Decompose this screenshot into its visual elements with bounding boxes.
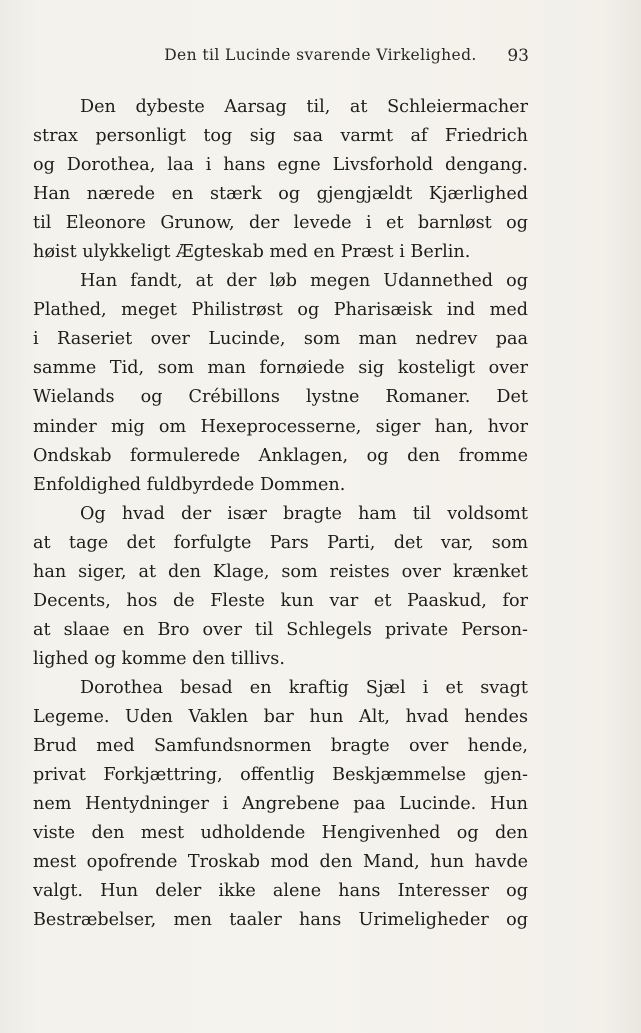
text-line: Den dybeste Aarsag til, at Schleiermacher [80, 97, 528, 117]
text-line: Han fandt, at der løb megen Udannethed og [80, 271, 528, 292]
text-line: Han nærede en stærk og gjengjældt Kjærlighed [33, 184, 528, 205]
text-line: Bestræbelser, men taaler hans Urimeligheder og [33, 910, 528, 931]
text-line: Enfoldighed fuldbyrdede Dommen. [33, 474, 346, 495]
text-line: valgt. Hun deler ikke alene hans Interesser og [33, 881, 528, 902]
text-line: strax personligt tog sig saa varmt af Friedrich [33, 126, 528, 147]
text-line: i Raseriet over Lucinde, som man nedrev paa [33, 329, 528, 350]
text-line: at slaae en Bro over til Schlegels private Person- [33, 619, 528, 640]
text-line: lighed og komme den tillivs. [33, 648, 285, 669]
text-line: nem Hentydninger i Angrebene paa Lucinde. Hun [33, 794, 528, 815]
text-line: mest opofrende Troskab mod den Mand, hun havde [33, 852, 528, 873]
running-title: Den til Lucinde svarende Virkelighed. [164, 46, 477, 64]
text-line: Wielands og Crébillons lystne Romaner. Det [33, 387, 528, 408]
text-line: at tage det forfulgte Pars Parti, det var, som [33, 532, 528, 553]
page-number: 93 [507, 46, 529, 66]
body-text [33, 93, 528, 935]
text-line: høist ulykkeligt Ægteskab med en Præst i Berlin. [33, 242, 471, 263]
text-line: Og hvad der især bragte ham til voldsomt [80, 503, 528, 524]
text-line: privat Forkjættring, offentlig Beskjæmmelse gjen- [33, 765, 528, 786]
text-line: Ondskab formulerede Anklagen, og den fromme [33, 445, 528, 466]
text-line: viste den mest udholdende Hengivenhed og den [33, 823, 528, 844]
text-line: samme Tid, som man fornøiede sig kosteligt over [33, 358, 528, 379]
text-line: han siger, at den Klage, som reistes over krænket [33, 561, 528, 582]
text-line: og Dorothea, laa i hans egne Livsforhold dengang. [33, 155, 528, 176]
text-line: Plathed, meget Philistrøst og Pharisæisk ind med [33, 300, 528, 321]
text-line: Decents, hos de Fleste kun var et Paaskud, for [33, 590, 528, 611]
text-line: Brud med Samfundsnormen bragte over hende, [33, 736, 528, 757]
text-line: Legeme. Uden Vaklen bar hun Alt, hvad hendes [33, 706, 528, 727]
text-line: til Eleonore Grunow, der levede i et barnløst og [33, 213, 528, 234]
text-line: minder mig om Hexeprocesserne, siger han, hvor [33, 416, 528, 437]
text-line: Dorothea besad en kraftig Sjæl i et svagt [80, 677, 528, 698]
